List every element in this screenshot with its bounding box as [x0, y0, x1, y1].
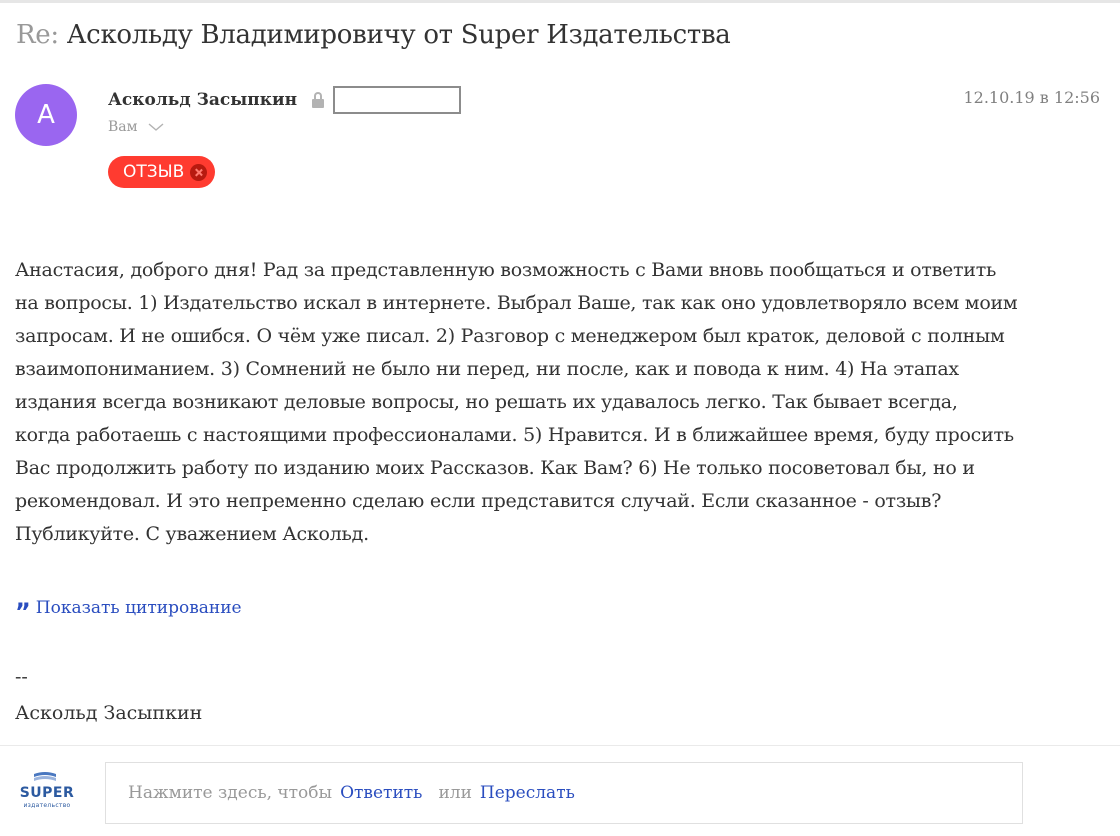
recipient-row[interactable]: [108, 119, 164, 135]
quick-reply-box[interactable]: [105, 762, 1023, 824]
or-label: или: [438, 783, 472, 803]
top-divider: [0, 0, 1120, 3]
chevron-down-icon[interactable]: [148, 122, 164, 132]
footer-divider: [0, 745, 1120, 746]
sender-avatar[interactable]: А: [15, 84, 77, 146]
forward-link[interactable]: Переслать: [479, 783, 575, 803]
body-line: на вопросы. 1) Издательство искал в интернете. Выбрал Ваше, так как оно удовлетворяло всем моим: [15, 292, 1018, 314]
body-line: взаимопониманием. 3) Сомнений не было ни перед, ни после, как и повода к ним. 4) На этапах: [15, 358, 959, 380]
body-line: издания всегда возникают деловые вопросы, но решать их удавалось легко. Так бывает всегда,: [15, 391, 958, 413]
quote-icon: ”: [15, 598, 31, 626]
recipient-label: Вам: [108, 119, 138, 135]
reply-prompt: Нажмите здесь, чтобы: [128, 783, 333, 803]
show-quote-link[interactable]: [15, 596, 242, 626]
show-quote-label: Показать цитирование: [35, 598, 242, 618]
message-date: 12.10.19 в 12:56: [963, 88, 1100, 107]
publisher-logo: [18, 770, 76, 810]
message-subject: [16, 20, 731, 50]
body-line: запросам. И не ошибся. О чём уже писал. 2) Разговор с менеджером был краток, деловой с полным: [15, 325, 1005, 347]
logo-subtext: издательство: [23, 802, 71, 809]
message-body: [15, 254, 1097, 551]
book-icon: [32, 770, 58, 784]
body-line: рекомендовал. И это непременно сделаю если представится случай. Если сказанное - отзыв?: [15, 490, 942, 512]
sender-email-redacted: [333, 86, 461, 114]
reply-link[interactable]: Ответить: [340, 783, 423, 803]
subject-prefix: Re:: [16, 20, 59, 50]
label-tag[interactable]: [108, 156, 215, 188]
body-line: когда работаешь с настоящими профессионалами. 5) Нравится. И в ближайшее время, буду просить: [15, 424, 1014, 446]
body-line: Анастасия, доброго дня! Рад за представленную возможность с Вами вновь пообщаться и ответить: [15, 259, 997, 281]
sender-name[interactable]: Аскольд Засыпкин: [108, 90, 298, 110]
signature-name: Аскольд Засыпкин: [15, 702, 203, 724]
tag-label: ОТЗЫВ: [123, 162, 185, 182]
body-line: Вас продолжить работу по изданию моих Рассказов. Как Вам? 6) Не только посоветовал бы, но и: [15, 457, 975, 479]
sender-row: [108, 86, 461, 114]
body-line: Публикуйте. С уважением Аскольд.: [15, 523, 369, 545]
lock-icon: [311, 92, 325, 108]
signature-separator: --: [15, 666, 28, 688]
close-icon[interactable]: [190, 164, 207, 181]
logo-text: SUPER: [19, 785, 75, 801]
subject-title: Аскольду Владимировичу от Super Издательства: [66, 20, 731, 50]
